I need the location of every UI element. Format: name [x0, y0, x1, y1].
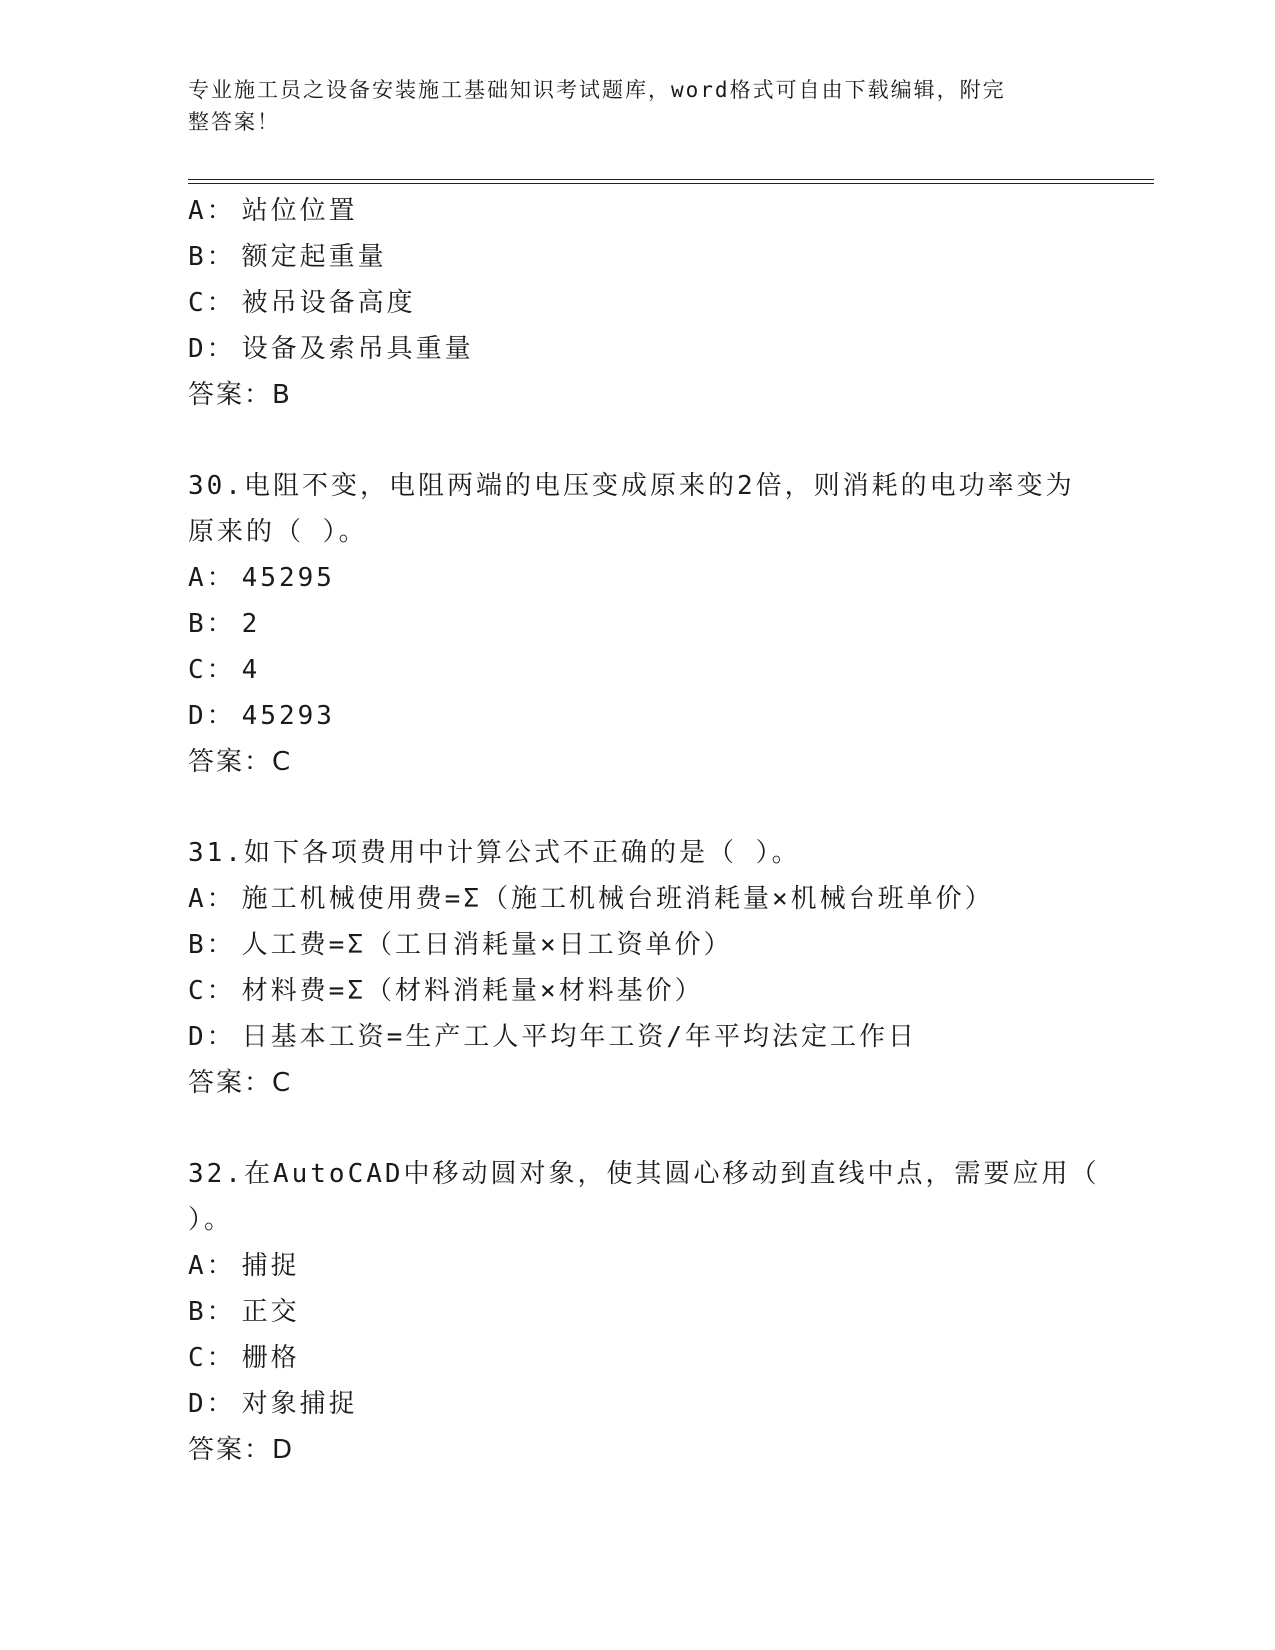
- option-a: A： 施工机械使用费=Σ（施工机械台班消耗量×机械台班单价）: [188, 884, 994, 914]
- spacer: [188, 785, 1088, 830]
- header-line-1: 专业施工员之设备安装施工基础知识考试题库，word格式可自由下载编辑，附完: [188, 78, 1006, 102]
- option-d: D： 日基本工资=生产工人平均年工资/年平均法定工作日: [188, 1022, 917, 1052]
- question-stem: 31.如下各项费用中计算公式不正确的是（ ）。: [188, 838, 801, 868]
- header-divider-bottom: [188, 183, 1154, 184]
- answer-30: 答案：C: [188, 747, 293, 777]
- question-31: [188, 830, 1088, 1106]
- option-b: B： 2: [188, 609, 261, 639]
- answer-29: 答案：B: [188, 380, 292, 410]
- option-b: B： 正交: [188, 1297, 300, 1327]
- option-d: D： 45293: [188, 701, 335, 731]
- option-b: B： 人工费=Σ（工日消耗量×日工资单价）: [188, 930, 733, 960]
- option-a: A： 捕捉: [188, 1251, 300, 1281]
- question-29: [188, 188, 1088, 418]
- option-d: D： 对象捕捉: [188, 1389, 358, 1419]
- question-stem-continued: 原来的（ ）。: [188, 517, 368, 547]
- question-stem-continued: ）。: [188, 1205, 234, 1235]
- spacer: [188, 1106, 1088, 1151]
- option-a: A： 站位位置: [188, 196, 358, 226]
- option-c: C： 4: [188, 655, 261, 685]
- option-a: A： 45295: [188, 563, 335, 593]
- question-stem: 30.电阻不变，电阻两端的电压变成原来的2倍，则消耗的电功率变为: [188, 471, 1075, 501]
- option-c: C： 材料费=Σ（材料消耗量×材料基价）: [188, 976, 704, 1006]
- option-d: D： 设备及索吊具重量: [188, 334, 474, 364]
- answer-32: 答案：D: [188, 1435, 295, 1465]
- spacer: [188, 418, 1088, 463]
- question-32: [188, 1151, 1100, 1473]
- header-line-2: 整答案！: [188, 110, 280, 134]
- option-c: C： 栅格: [188, 1343, 300, 1373]
- option-b: B： 额定起重量: [188, 242, 387, 272]
- answer-31: 答案：C: [188, 1068, 293, 1098]
- question-stem: 32.在AutoCAD中移动圆对象，使其圆心移动到直线中点，需要应用（: [188, 1159, 1100, 1189]
- question-list: [188, 188, 1100, 1473]
- header-divider-top: [188, 179, 1154, 180]
- question-30: [188, 463, 1088, 785]
- option-c: C： 被吊设备高度: [188, 288, 416, 318]
- document-header: [188, 74, 1068, 138]
